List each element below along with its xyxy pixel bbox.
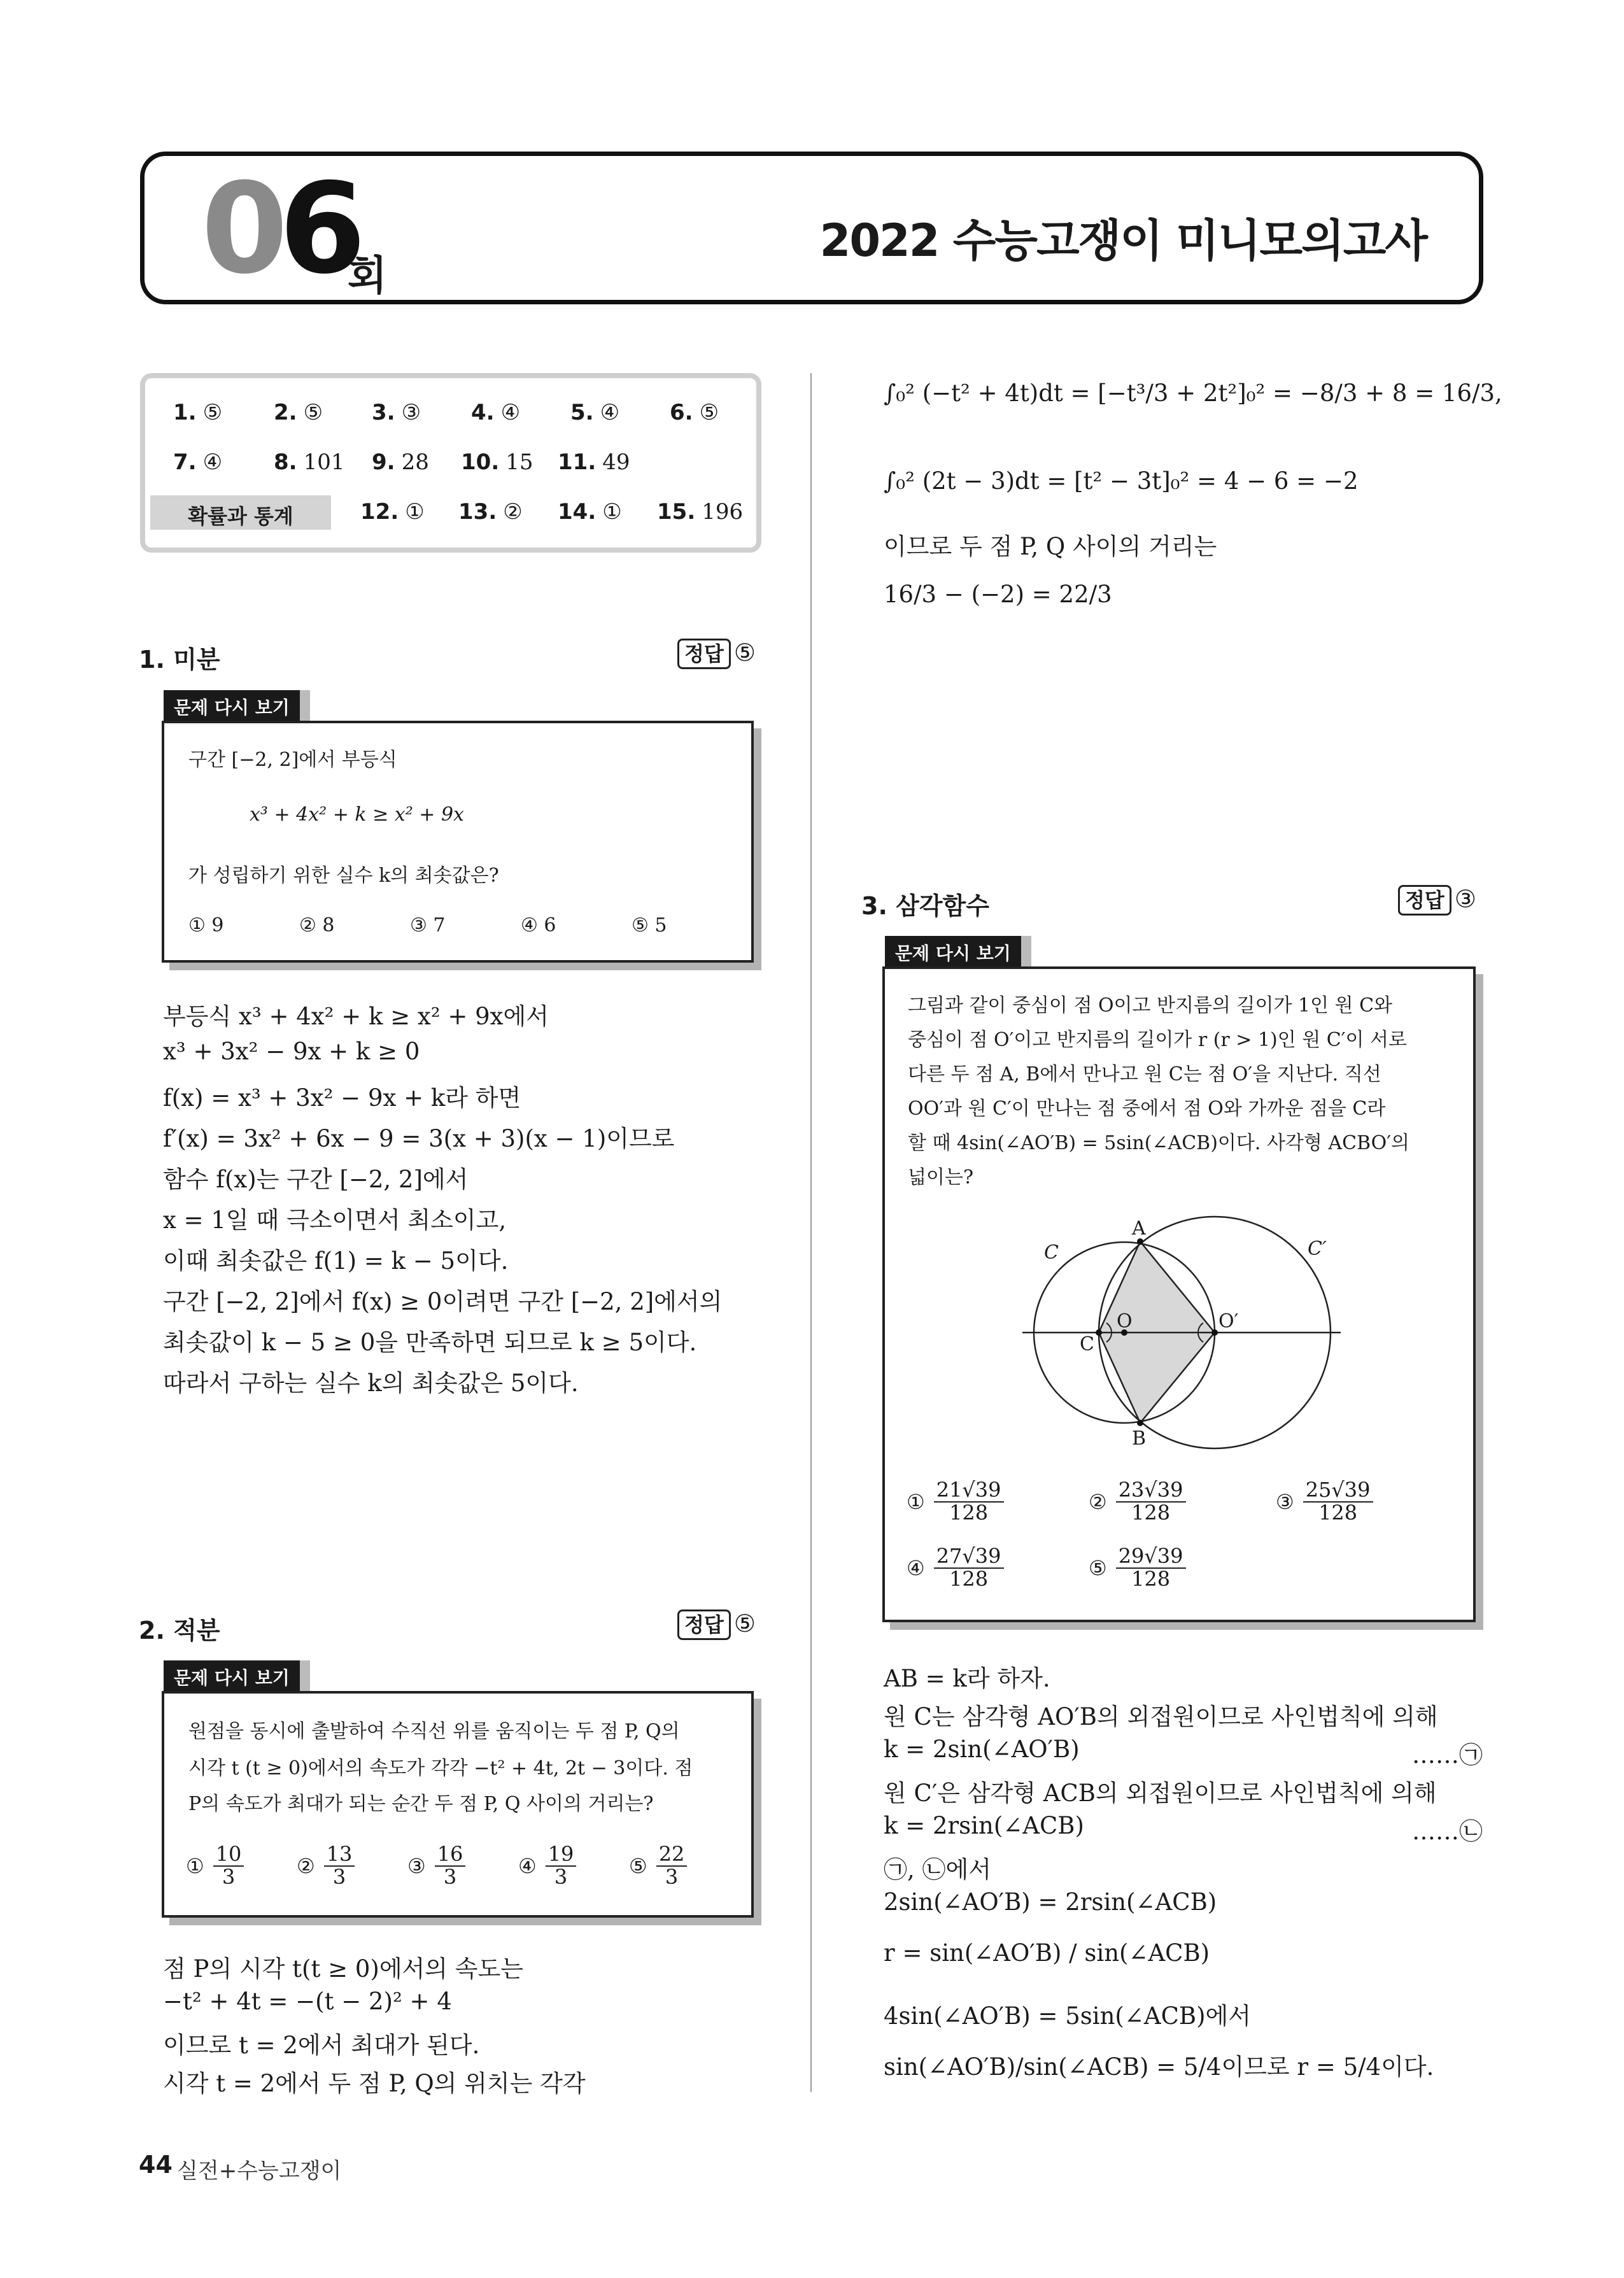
q2-final-distance: 16/3 − (−2) = 22/3 [884,581,1112,608]
answer-value: ② [503,499,523,525]
q1-choice: ⑤ 5 [632,914,667,937]
answer-value: ③ [401,400,421,425]
answer-num: 2. [274,400,297,425]
answer-num: 4. [471,400,495,425]
answer-item [570,400,619,425]
q1-solution-line: x = 1일 때 극소이면서 최소이고, [163,1206,507,1234]
q2-solution-line: −t² + 4t = −(t − 2)² + 4 [163,1988,452,2015]
q3-review-tab: 문제 다시 보기 [885,936,1021,969]
q1-choice: ① 9 [188,914,224,937]
q3-choice [1089,1546,1190,1590]
answer-value: 196 [702,499,744,525]
q3-choice [1089,1480,1190,1524]
denominator: 3 [332,1864,346,1889]
denominator: 128 [1131,1566,1171,1591]
numerator: 27√39 [934,1546,1004,1569]
q1-problem-line1: 구간 [−2, 2]에서 부등식 [188,749,397,771]
q2-choice [629,1844,691,1888]
denominator: 128 [1318,1500,1358,1525]
q3-title: 3. 삼각함수 [861,892,989,920]
q3-choice [907,1546,1008,1590]
round-suffix: 회 [348,253,387,300]
q3-problem-line: 할 때 4sin(∠AO′B) = 5sin(∠ACB)이다. 사각형 ACBO′의 [908,1132,1410,1154]
q1-solution-line: 부등식 x³ + 4x² + k ≥ x² + 9x에서 [163,1003,549,1030]
q3-answer-value: ③ [1454,885,1476,913]
answer-num: 6. [670,400,693,425]
numerator: 13 [324,1844,355,1867]
q1-title: 1. 미분 [139,646,220,674]
answer-badge: 정답 [677,639,731,669]
choice-mark: ④ [518,1853,537,1878]
choice-mark: ② [297,1853,315,1878]
q1-solution-line: 구간 [−2, 2]에서 f(x) ≥ 0이려면 구간 [−2, 2]에서의 [163,1288,723,1315]
answer-value: ④ [500,400,521,425]
choice-fraction [324,1844,355,1888]
q3-solution-line: k = 2rsin(∠ACB) [884,1812,1084,1839]
denominator: 128 [1131,1500,1171,1525]
denominator: 3 [554,1864,568,1889]
denominator: 3 [222,1864,236,1889]
q3-solution-line: sin(∠AO′B)/sin(∠ACB) = 5/4이므로 r = 5/4이다. [884,2053,1434,2081]
q1-solution-line: f(x) = x³ + 3x² − 9x + k라 하면 [163,1084,521,1112]
q1-solution-line: f′(x) = 3x² + 6x − 9 = 3(x + 3)(x − 1)이므로 [163,1125,675,1152]
q1-solution-line: x³ + 3x² − 9x + k ≥ 0 [163,1038,420,1065]
q2-choice [518,1844,580,1888]
answer-item [458,499,523,525]
label-circle-C: C [1044,1242,1059,1264]
answer-value: 49 [602,449,630,475]
choice-mark: ④ [907,1555,925,1580]
numerator: 21√39 [934,1480,1004,1503]
answer-num: 9. [372,449,395,475]
q1-answer-value: ⑤ [733,639,756,667]
q3-solution-line: k = 2sin(∠AO′B) [884,1736,1080,1763]
label-O-prime: O′ [1218,1310,1239,1333]
answer-num: 11. [558,449,597,475]
q2-answer-value: ⑤ [733,1609,756,1638]
answer-value: ④ [202,449,223,475]
answer-value: ⑤ [699,400,719,425]
choice-fraction [1116,1546,1186,1590]
answer-item [372,449,429,475]
q3-solution-line: r = sin(∠AO′B) / sin(∠ACB) [884,1939,1210,1967]
answer-num: 12. [360,499,399,525]
point-B [1137,1420,1143,1426]
choice-mark: ⑤ [1089,1555,1107,1580]
q1-solution-line: 따라서 구하는 실수 k의 최솟값은 5이다. [163,1369,579,1397]
numerator: 22 [656,1844,688,1867]
answer-value: ⑤ [202,400,223,425]
q2-solution-line: 이므로 두 점 P, Q 사이의 거리는 [884,533,1217,560]
numerator: 29√39 [1116,1546,1186,1569]
q1-problem-equation: x³ + 4x² + k ≥ x² + 9x [250,803,464,826]
choice-fraction [1116,1480,1186,1524]
answer-value: 28 [401,449,429,475]
point-C [1096,1329,1102,1336]
q2-solution-line: 점 P의 시각 t(t ≥ 0)에서의 속도는 [163,1955,524,1983]
answer-item [558,499,622,525]
q1-solution-line: 함수 f(x)는 구간 [−2, 2]에서 [163,1166,469,1193]
q3-choice [1276,1480,1377,1524]
label-B: B [1132,1427,1147,1450]
q3-solution-line: 2sin(∠AO′B) = 2rsin(∠ACB) [884,1888,1217,1916]
numerator: 19 [546,1844,577,1867]
label-O: O [1117,1310,1133,1333]
marker-2: ……㉡ [1412,1818,1483,1845]
q1-choice: ② 8 [299,914,335,937]
q2-solution-line: 이므로 t = 2에서 최대가 된다. [163,2032,480,2059]
choice-mark: ② [1089,1489,1107,1514]
denominator: 128 [949,1566,989,1591]
q1-solution-line: 최솟값이 k − 5 ≥ 0을 만족하면 되므로 k ≥ 5이다. [163,1329,697,1356]
q2-choice [297,1844,358,1888]
q3-problem-line: OO′과 원 C′이 만나는 점 중에서 점 O와 가까운 점을 C라 [908,1098,1386,1120]
choice-mark: ① [186,1853,204,1878]
q3-problem-line: 다른 두 점 A, B에서 만나고 원 C는 점 O′을 지난다. 직선 [908,1063,1381,1086]
answer-num: 10. [461,449,500,475]
choice-fraction [934,1546,1004,1590]
choice-fraction [546,1844,577,1888]
q3-solution-line: 4sin(∠AO′B) = 5sin(∠ACB)에서 [884,2002,1251,2030]
q2-problem-line2: 시각 t (t ≥ 0)에서의 속도가 각각 −t² + 4t, 2t − 3이다. 점 [188,1757,693,1779]
answer-num: 8. [274,449,297,475]
q3-problem-line: 그림과 같이 중심이 점 O이고 반지름의 길이가 1인 원 C와 [908,994,1393,1017]
numerator: 16 [435,1844,466,1867]
answer-value: 15 [505,449,533,475]
q1-choice: ③ 7 [410,914,446,937]
q2-solution-line: 시각 t = 2에서 두 점 P, Q의 위치는 각각 [163,2070,586,2097]
q2-title: 2. 적분 [139,1617,220,1645]
q1-choice: ④ 6 [521,914,556,937]
label-C: C [1080,1333,1094,1355]
q3-solution-line: AB = k라 하자. [884,1665,1050,1692]
answer-num: 5. [570,400,594,425]
q2-answer [677,1609,756,1640]
answer-num: 13. [458,499,497,525]
q2-problem-line1: 원점을 동시에 출발하여 수직선 위를 움직이는 두 점 P, Q의 [188,1720,680,1743]
column-divider [810,373,812,2092]
footer-text: 실전+수능고쟁이 [177,2158,342,2184]
answer-item [274,449,344,475]
q2-choice [186,1844,248,1888]
elective-label: 확률과 통계 [188,504,293,528]
choice-mark: ① [907,1489,925,1514]
numerator: 25√39 [1303,1480,1373,1503]
answer-item [372,400,421,425]
q3-problem-line: 넓이는? [908,1166,974,1189]
q2-choice [407,1844,469,1888]
q3-solution-line: ㉠, ㉡에서 [884,1856,992,1883]
answer-value: 101 [303,449,345,475]
round-number: 06 [201,157,357,302]
choice-fraction [435,1844,466,1888]
answer-item [173,449,222,475]
answer-item [657,499,743,525]
answer-badge: 정답 [677,1609,731,1640]
answer-item [274,400,323,425]
answer-value: ① [602,499,622,525]
numerator: 23√39 [1116,1480,1186,1503]
choice-mark: ⑤ [629,1853,647,1878]
q1-problem-line2: 가 성립하기 위한 실수 k의 최솟값은? [188,865,499,887]
marker-1: ……㉠ [1412,1741,1483,1769]
choice-mark: ③ [407,1853,426,1878]
choice-mark: ③ [1276,1489,1294,1514]
q3-answer [1398,885,1476,916]
q2-integral-1: ∫₀² (−t² + 4t)dt = [−t³/3 + 2t²]₀² = −8/3 + 8 = 16/3, [884,379,1502,407]
answer-value: ⑤ [303,400,323,425]
choice-fraction [656,1844,688,1888]
q3-solution-line: 원 C′은 삼각형 ACB의 외접원이므로 사인법칙에 의해 [884,1779,1437,1807]
q2-review-tab: 문제 다시 보기 [164,1660,300,1694]
choice-fraction [934,1480,1004,1524]
point-O-prime [1211,1329,1218,1336]
answer-value: ④ [600,400,620,425]
answer-badge: 정답 [1398,885,1451,916]
q3-choice [907,1480,1008,1524]
denominator: 3 [665,1864,679,1889]
answer-num: 15. [657,499,696,525]
label-circle-C-prime: C′ [1308,1238,1327,1260]
answer-item [471,400,520,425]
q1-review-tab: 문제 다시 보기 [164,690,300,723]
answer-num: 14. [558,499,597,525]
denominator: 128 [949,1500,989,1525]
q3-figure [1010,1210,1353,1464]
answer-item [558,449,630,475]
answer-num: 7. [173,449,197,475]
choice-fraction [1303,1480,1373,1524]
page-number: 44 [139,2151,173,2179]
answer-item [360,499,425,525]
q1-solution-line: 이때 최솟값은 f(1) = k − 5이다. [163,1247,509,1275]
q1-answer [677,639,756,669]
answer-num: 3. [372,400,395,425]
answer-item [173,400,222,425]
label-A: A [1132,1217,1146,1240]
denominator: 3 [443,1864,457,1889]
exam-title: 2022 수능고쟁이 미니모의고사 [819,215,1427,267]
answer-value: ① [405,499,425,525]
q2-integral-2: ∫₀² (2t − 3)dt = [t² − 3t]₀² = 4 − 6 = −2 [884,467,1359,495]
numerator: 10 [213,1844,244,1867]
q3-problem-line: 중심이 점 O′이고 반지름의 길이가 r (r > 1)인 원 C′이 서로 [908,1029,1408,1051]
q3-solution-line: 원 C는 삼각형 AO′B의 외접원이므로 사인법칙에 의해 [884,1703,1438,1730]
answer-item [461,449,533,475]
choice-fraction [213,1844,244,1888]
answer-item [670,400,719,425]
answer-num: 1. [173,400,197,425]
q2-problem-line3: P의 속도가 최대가 되는 순간 두 점 P, Q 사이의 거리는? [188,1793,654,1815]
